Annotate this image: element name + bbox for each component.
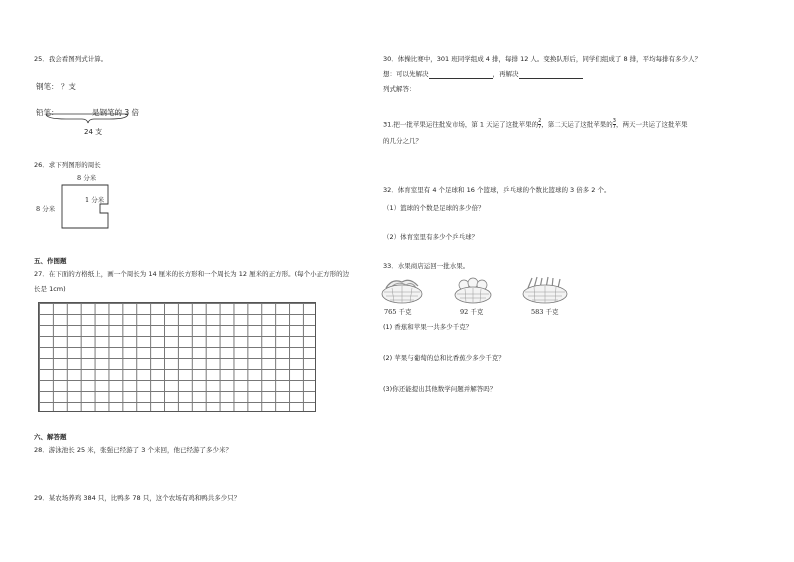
q31-part3: ，两天一共运了这批苹果 (615, 120, 688, 129)
q26-inner-label: 1 分米 (85, 196, 105, 204)
q27-line2: 长是 1cm) (34, 285, 66, 293)
q26-shape (60, 184, 112, 230)
q26-title: 26．求下列图形的周长 (34, 161, 101, 169)
q30-think-prefix: 想：可以先解决 (383, 70, 429, 78)
q33-weight-grape: 583 千克 (531, 308, 559, 316)
q33-title: 33．水果商店运回一批水果。 (383, 262, 470, 270)
q30-blank-1[interactable] (429, 72, 493, 79)
q31-part1: 31.把一批苹果运往批发市场，第 1 天运了这批苹果的 (383, 120, 539, 129)
q25-total: 24 支 (84, 128, 103, 136)
q26-left-label: 8 分米 (36, 205, 56, 213)
q33-weight-banana: 765 千克 (384, 308, 412, 316)
q31-frac2-den: 7 (612, 124, 616, 130)
banana-basket-icon (380, 276, 424, 306)
q32-sub2: （2）体育室里有多少个乒乓球？ (383, 233, 479, 241)
q31-frac1-den: 7 (538, 124, 542, 130)
q29-text: 29．某农场养鸡 384 只，比鸭多 78 只，这个农场有鸡和鸭共多少只？ (34, 494, 241, 502)
q32-title: 32．体育室里有 4 个足球和 16 个篮球，乒乓球的个数比篮球的 3 倍多 2 个。 (383, 186, 611, 194)
q31-line1 (383, 119, 687, 130)
apple-fruit (468, 278, 478, 288)
q30-line2 (383, 71, 583, 79)
q30-line3: 列式解答： (383, 85, 416, 93)
section-6-title: 六、解答题 (34, 433, 67, 441)
drawing-grid[interactable] (38, 302, 316, 412)
q31-frac2-num: 3 (612, 118, 616, 124)
q26-top-label: 8 分米 (77, 174, 97, 182)
grape-basket-icon (520, 276, 570, 306)
q28-text: 28．游泳池长 25 米，张强已经游了 3 个来回，他已经游了多少米？ (34, 446, 232, 454)
q33-sub3: (3)你还能提出其他数学问题并解答吗？ (383, 385, 497, 393)
q30-line1: 30．体操比赛中，301 班同学组成 4 排，每排 12 人。变换队形后，同学们组成了 8 排，平均每排有多少人？ (383, 55, 702, 63)
q25-brace (40, 112, 140, 128)
q32-sub1: （1）篮球的个数是足球的多少倍？ (383, 204, 485, 212)
q25-qianbi: 铅笔： (36, 108, 59, 117)
q33-sub2: (2) 苹果与葡萄的总和比香蕉少多少千克？ (383, 354, 505, 362)
q31-frac1-num: 2 (538, 118, 542, 124)
q30-think-mid: ，再解决 (492, 70, 519, 78)
q26-outline (62, 185, 108, 228)
q31-line2: 的几分之几？ (383, 137, 422, 145)
section-5-title: 五、作图题 (34, 257, 67, 265)
q25-title: 25．我会看图列式计算。 (34, 55, 108, 63)
q25-relation: 是钢笔的 3 倍 (92, 108, 140, 117)
q33-weight-apple: 92 千克 (460, 308, 484, 316)
q25-brace-curve (46, 114, 128, 123)
q25-gangbi: 钢笔： ？支 (36, 82, 76, 91)
apple-basket-icon (453, 276, 493, 306)
q31-part2: ，第二天运了这批苹果的 (541, 120, 613, 129)
q27-line1: 27．在下面的方格纸上，画一个周长为 14 厘米的长方形和一个周长为 12 厘米的正方形。(每个小正方形的边 (34, 270, 350, 278)
q30-blank-2[interactable] (519, 72, 583, 79)
q33-sub1: (1) 香蕉和苹果一共多少千克？ (383, 323, 473, 331)
